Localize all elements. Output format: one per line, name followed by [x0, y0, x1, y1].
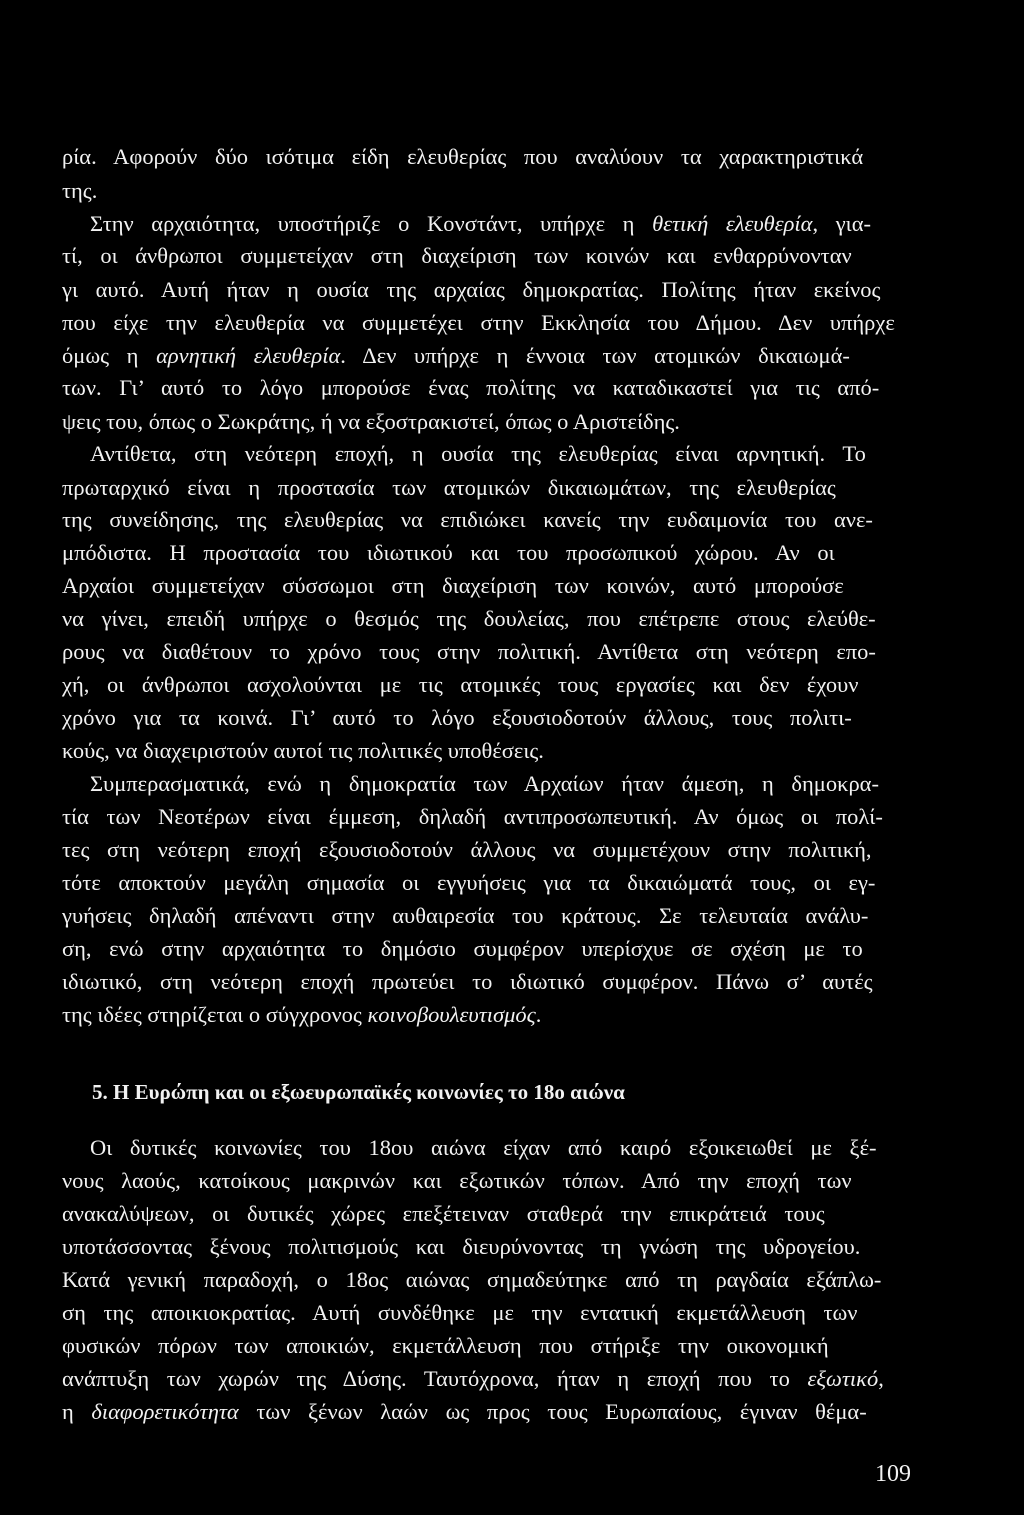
text-line: Κατά γενική παραδοχή, ο 18ος αιώνας σημαδεύτηκε από τη ραγδαία εξάπλω-	[62, 1267, 882, 1292]
text-line: ρία. Αφορούν δύο ισότιμα είδη ελευθερίας που αναλύουν τα χαρακτηριστικά	[62, 144, 864, 169]
text-line: ση της αποικιοκρατίας. Αυτή συνδέθηκε με την εντατική εκμετάλλευση των	[62, 1300, 858, 1325]
text-line: Στην αρχαιότητα, υποστήριζε ο Κονστάντ, υπήρχε η θετική ελευθερία, για-	[90, 211, 871, 236]
text-line: Συμπερασματικά, ενώ η δημοκρατία των Αρχαίων ήταν άμεση, η δημοκρα-	[90, 771, 879, 796]
text-line: η διαφορετικότητα των ξένων λαών ως προς τους Ευρωπαίους, έγιναν θέμα-	[62, 1399, 867, 1424]
text-line: ψεις του, όπως ο Σωκράτης, ή να εξοστρακιστεί, όπως ο Αριστείδης.	[62, 409, 680, 434]
text-line: Αντίθετα, στη νεότερη εποχή, η ουσία της ελευθερίας είναι αρνητική. Το	[90, 441, 866, 466]
text-line: που είχε την ελευθερία να συμμετέχει στην Εκκλησία του Δήμου. Δεν υπήρχε	[62, 310, 895, 335]
page-number: 109	[875, 1461, 911, 1487]
text-line: της ιδέες στηρίζεται ο σύγχρονος κοινοβουλευτισμός.	[62, 1002, 542, 1027]
text-line: όμως η αρνητική ελευθερία. Δεν υπήρχε η έννοια των ατομικών δικαιωμά-	[62, 343, 850, 368]
text-line: τί, οι άνθρωποι συμμετείχαν στη διαχείριση των κοινών και ενθαρρύνονταν	[62, 243, 852, 268]
text-line: Αρχαίοι συμμετείχαν σύσσωμοι στη διαχείριση των κοινών, αυτό μπορούσε	[62, 573, 844, 598]
text-line: ανάπτυξη των χωρών της Δύσης. Ταυτόχρονα, ήταν η εποχή που το εξωτικό,	[62, 1366, 884, 1391]
text-line: Οι δυτικές κοινωνίες του 18ου αιώνα είχαν από καιρό εξοικειωθεί με ξέ-	[90, 1135, 877, 1160]
text-line: να γίνει, επειδή υπήρχε ο θεσμός της δουλείας, που επέτρεπε στους ελεύθε-	[62, 606, 876, 631]
text-line: της.	[62, 178, 98, 203]
text-line: κούς, να διαχειριστούν αυτοί τις πολιτικές υποθέσεις.	[62, 738, 544, 763]
text-line: νους λαούς, κατοίκους μακρινών και εξωτικών τόπων. Από την εποχή των	[62, 1168, 852, 1193]
text-line: ρους να διαθέτουν το χρόνο τους στην πολιτική. Αντίθετα στη νεότερη επο-	[62, 639, 876, 664]
text-line: γι αυτό. Αυτή ήταν η ουσία της αρχαίας δημοκρατίας. Πολίτης ήταν εκείνος	[62, 277, 881, 302]
text-line: ση, ενώ στην αρχαιότητα το δημόσιο συμφέρον υπερίσχυε σε σχέση με το	[62, 936, 863, 961]
text-line: γυήσεις δηλαδή απέναντι στην αυθαιρεσία του κράτους. Σε τελευταία ανάλυ-	[62, 903, 869, 928]
text-line: ιδιωτικό, στη νεότερη εποχή πρωτεύει το ιδιωτικό συμφέρον. Πάνω σ’ αυτές	[62, 969, 873, 994]
text-line: πρωταρχικό είναι η προστασία των ατομικών δικαιωμάτων, της ελευθερίας	[62, 475, 836, 500]
text-line: μπόδιστα. Η προστασία του ιδιωτικού και του προσωπικού χώρου. Αν οι	[62, 540, 835, 565]
text-line: της συνείδησης, της ελευθερίας να επιδιώκει κανείς την ευδαιμονία του ανε-	[62, 507, 873, 532]
text-line: χρόνο για τα κοινά. Γι’ αυτό το λόγο εξουσιοδοτούν άλλους, τους πολιτι-	[62, 705, 852, 730]
text-line: των. Γι’ αυτό το λόγο μπορούσε ένας πολίτης να καταδικαστεί για τις από-	[62, 375, 880, 400]
section-heading: 5. Η Ευρώπη και οι εξωευρωπαϊκές κοινωνίες το 18ο αιώνα	[92, 1080, 625, 1104]
text-line: χή, οι άνθρωποι ασχολούνται με τις ατομικές τους εργασίες και δεν έχουν	[62, 672, 859, 697]
text-line: τες στη νεότερη εποχή εξουσιοδοτούν άλλους να συμμετέχουν στην πολιτική,	[62, 837, 872, 862]
text-line: τία των Νεοτέρων είναι έμμεση, δηλαδή αντιπροσωπευτική. Αν όμως οι πολί-	[62, 804, 883, 829]
text-line: φυσικών πόρων των αποικιών, εκμετάλλευση που στήριξε την οικονομική	[62, 1333, 829, 1358]
text-line: ανακαλύψεων, οι δυτικές χώρες επεξέτειναν σταθερά την επικράτειά τους	[62, 1201, 825, 1226]
text-line: υποτάσσοντας ξένους πολιτισμούς και διευρύνοντας τη γνώση της υδρογείου.	[62, 1234, 861, 1259]
text-line: τότε αποκτούν μεγάλη σημασία οι εγγυήσεις για τα δικαιώματά τους, οι εγ-	[62, 870, 876, 895]
